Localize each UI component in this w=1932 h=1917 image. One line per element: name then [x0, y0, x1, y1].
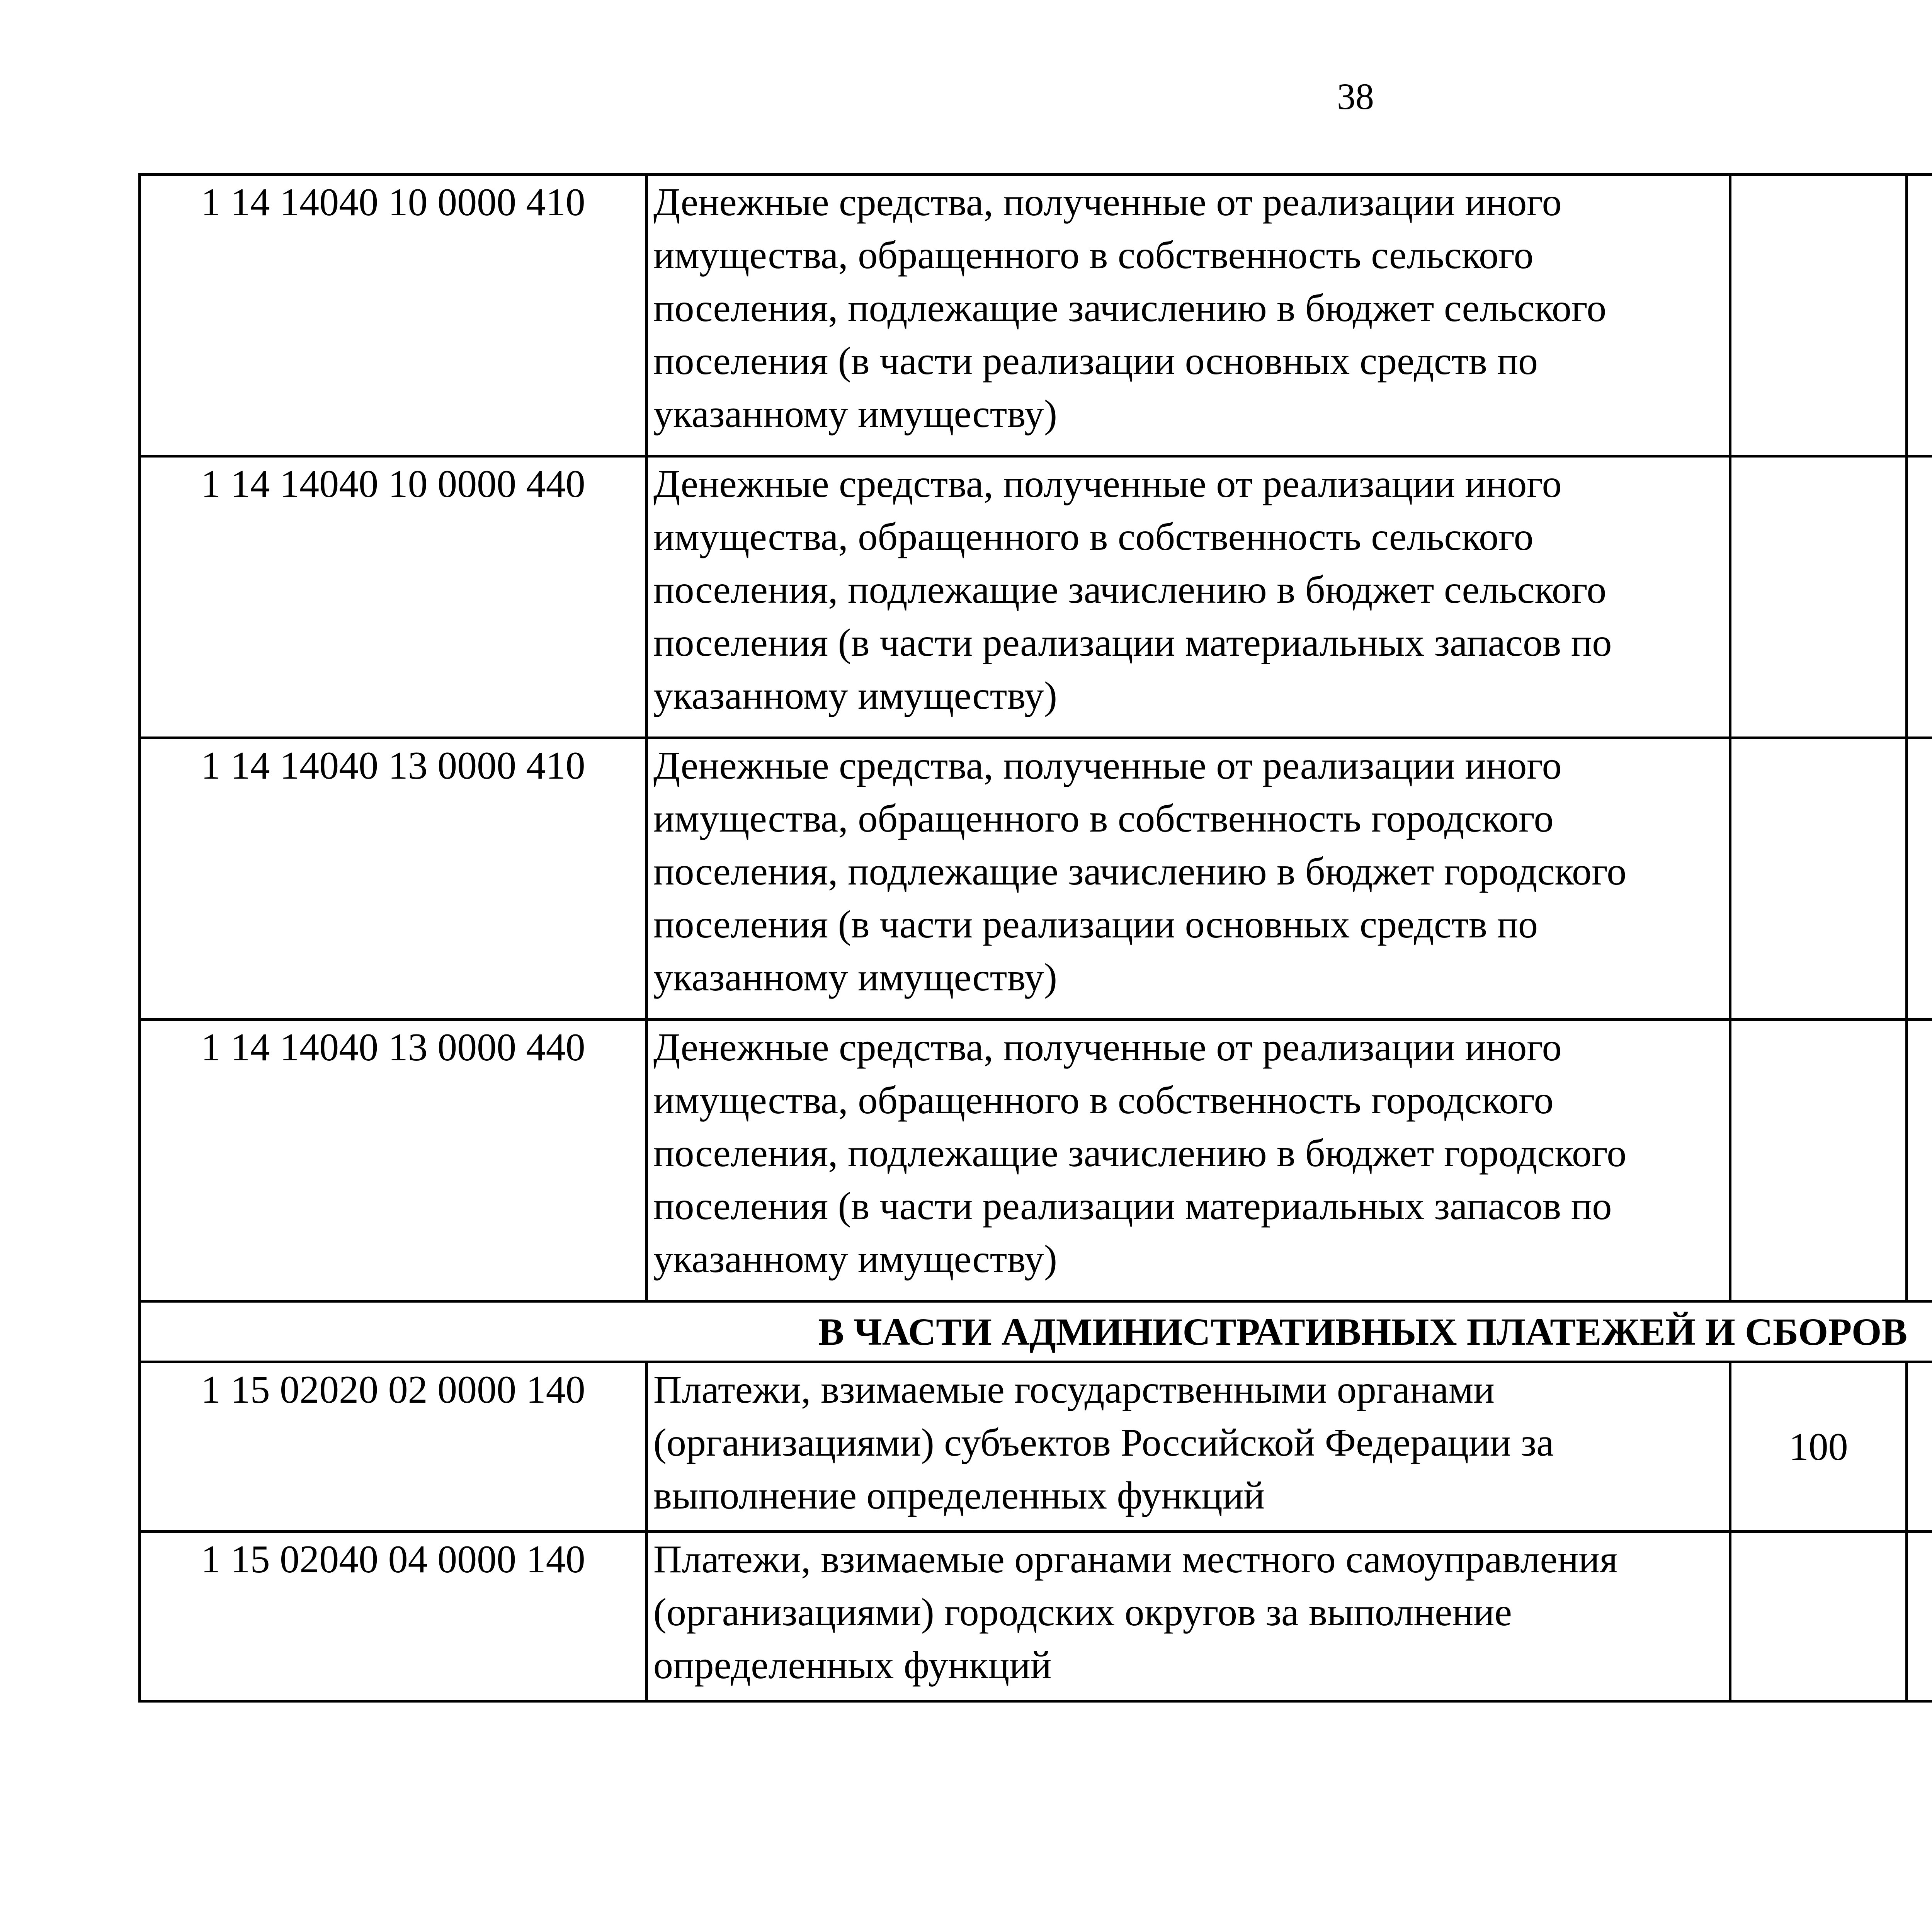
page-number: 38	[1337, 76, 1374, 117]
percent-cell-2	[1907, 1362, 1932, 1532]
percent-cell-1	[1730, 1532, 1907, 1701]
section-row	[140, 1301, 1932, 1362]
section-heading: В ЧАСТИ АДМИНИСТРАТИВНЫХ ПЛАТЕЖЕЙ И СБОРОВ	[140, 1301, 1932, 1362]
percent-cell-1	[1730, 738, 1907, 1020]
revenue-description: Денежные средства, полученные от реализации иного имущества, обращенного в собственность сельского поселения, подлежащие зачислению в бюджет сельского поселения (в части реализации материальных запасов по указанному имуществу)	[646, 456, 1730, 738]
revenue-description: Платежи, взимаемые органами местного самоуправления (организациями) городских округов за выполнение определенных функций	[646, 1532, 1730, 1701]
revenue-code: 1 15 02020 02 0000 140	[140, 1362, 647, 1532]
table-row	[140, 175, 1932, 456]
percent-cell-2	[1907, 175, 1932, 456]
revenue-code: 1 14 14040 10 0000 410	[140, 175, 647, 456]
revenue-description: Денежные средства, полученные от реализации иного имущества, обращенного в собственность сельского поселения, подлежащие зачислению в бюджет сельского поселения (в части реализации основных средств по указанному имуществу)	[646, 175, 1730, 456]
percent-cell-1	[1730, 456, 1907, 738]
percent-cell-1	[1730, 175, 1907, 456]
percent-cell-2	[1907, 738, 1932, 1020]
table-row	[140, 456, 1932, 738]
table-row	[140, 1532, 1932, 1701]
revenue-code: 1 14 14040 13 0000 440	[140, 1020, 647, 1301]
revenue-code: 1 14 14040 10 0000 440	[140, 456, 647, 738]
percent-cell-2	[1907, 1020, 1932, 1301]
revenue-description: Денежные средства, полученные от реализации иного имущества, обращенного в собственность городского поселения, подлежащие зачислению в бюджет городского поселения (в части реализации материальных запасов по указанному имуществу)	[646, 1020, 1730, 1301]
revenue-code: 1 15 02040 04 0000 140	[140, 1532, 647, 1701]
revenue-description: Платежи, взимаемые государственными органами (организациями) субъектов Российской Федерации за выполнение определенных функций	[646, 1362, 1730, 1532]
revenue-description: Денежные средства, полученные от реализации иного имущества, обращенного в собственность городского поселения, подлежащие зачислению в бюджет городского поселения (в части реализации основных средств по указанному имуществу)	[646, 738, 1730, 1020]
revenue-code: 1 14 14040 13 0000 410	[140, 738, 647, 1020]
table-row	[140, 738, 1932, 1020]
percent-cell-2	[1907, 456, 1932, 738]
percent-cell-1	[1730, 1020, 1907, 1301]
budget-revenue-table	[138, 173, 1932, 1703]
percent-cell-1: 100	[1730, 1362, 1907, 1532]
table-row	[140, 1362, 1932, 1532]
table-row	[140, 1020, 1932, 1301]
percent-cell-2	[1907, 1532, 1932, 1701]
